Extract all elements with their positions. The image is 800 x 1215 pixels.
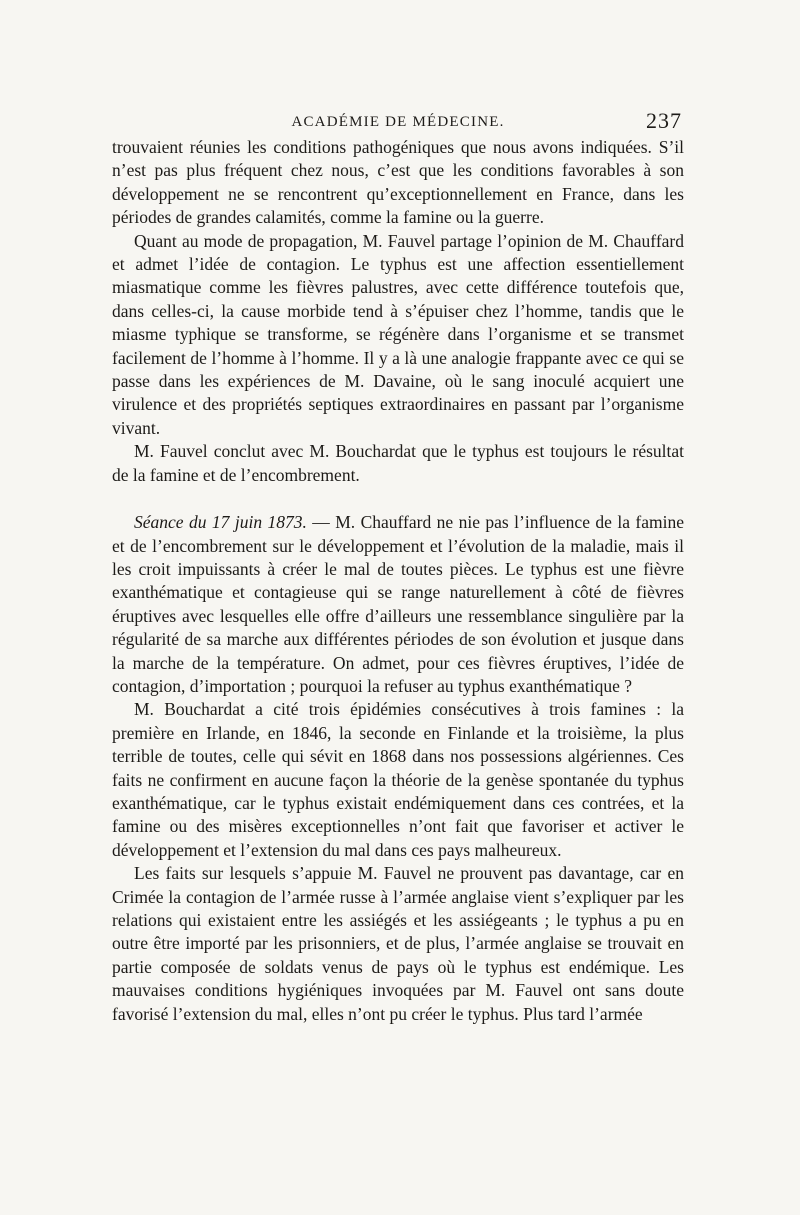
page-number: 237 — [646, 108, 682, 133]
seance-label: Séance du 17 juin 1873. — [134, 512, 307, 533]
paragraph-fauvel-facts: Les faits sur lesquels s’appuie M. Fauvel ne prouvent pas davantage, car en Crimée la contagion de l’armée russe à l’armée anglaise vient s’expliquer par les relations qui existaient entre les assiégés et les assiégeants ; le typhus a pu en outre être importé par les prisonniers, et de plus, l’armée anglaise se trouvait en partie composée de soldats venus de pays où le typhus est endémique. Les mauvaises conditions hygiéniques invoquées par M. Fauvel ont sans doute favorisé l’extension du mal, elles n’ont pu créer le typhus. Plus tard l’armée — [112, 863, 684, 1024]
seance-text: — M. Chauffard ne nie pas l’influence de la famine et de l’encombrement sur le développement et l’évolution de la maladie, mais il les croit impuissants à créer le mal de toutes pièces. Le typhus est une fièvre exanthématique et contagieuse qui se range naturellement à côté de fièvres éruptives avec lesquelles elle offre d’ailleurs une ressemblance singulière par la régularité de sa marche aux différentes périodes de son évolution et jusque dans la marche de la température. On admet, pour ces fièvres éruptives, l’idée de contagion, d’importation ; pourquoi la refuser au typhus exanthématique ? — [112, 512, 684, 696]
paragraph-bouchardat: M. Bouchardat a cité trois épidémies consécutives à trois famines : la première en Irlande, en 1846, la seconde en Finlande et la troisième, la plus terrible de toutes, celle qui sévit en 1868 dans nos possessions algériennes. Ces faits ne confirment en aucune façon la théorie de la genèse spontanée du typhus exanthématique, car le typhus existait endémiquement dans ces contrées, et la famine ou des misères exceptionnelles n’ont fait que favoriser et activer le développement et l’extension du mal dans ces pays malheureux. — [112, 699, 684, 860]
paragraph-continued: trouvaient réunies les conditions pathogéniques que nous avons indiquées. S’il n’est pas plus fréquent chez nous, c’est que les conditions favorables à son développement ne se rencontrent qu’exceptionnellement en France, dans les périodes de grandes calamités, comme la famine ou la guerre. — [112, 137, 684, 228]
running-header — [112, 108, 684, 134]
paragraph-seance — [112, 511, 684, 698]
running-title: ACADÉMIE DE MÉDECINE. — [291, 114, 505, 130]
paragraph-propagation: Quant au mode de propagation, M. Fauvel partage l’opinion de M. Chauffard et admet l’idée de contagion. Le typhus est une affection essentiellement miasmatique comme les fièvres palustres, avec cette différence toutefois que, dans celles-ci, la cause morbide tend à s’épuiser chez l’homme, tandis que le miasme typhique se transforme, se régénère dans l’organisme et se transmet facilement de l’homme à l’homme. Il y a là une analogie frappante avec ce qui se passe dans les expériences de M. Davaine, où le sang inoculé acquiert une virulence et des propriétés septiques extraordinaires en passant par l’organisme vivant. — [112, 230, 684, 438]
paragraph-conclusion: M. Fauvel conclut avec M. Bouchardat que le typhus est toujours le résultat de la famine et de l’encombrement. — [112, 441, 684, 485]
page-body — [112, 136, 684, 1026]
